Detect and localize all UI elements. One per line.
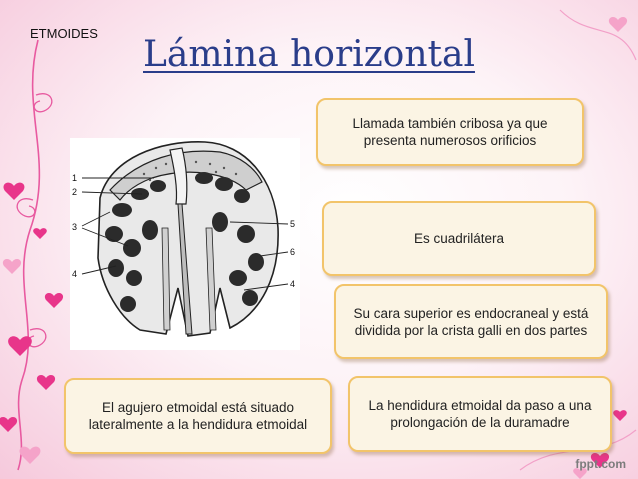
note-box-cribosa xyxy=(316,98,584,166)
callout-1: 1 xyxy=(72,173,78,183)
section-label: ETMOIDES xyxy=(30,26,98,41)
note-text: Es cuadrilátera xyxy=(413,231,505,246)
callout-4-right: 4 xyxy=(290,279,296,289)
ethmoid-illustration xyxy=(70,138,300,350)
heart-icon xyxy=(20,447,41,464)
note-text: La hendidura etmoidal da paso a una prolongación de la duramadre xyxy=(368,398,592,430)
flourish-curl xyxy=(17,199,35,217)
callout-6: 6 xyxy=(290,247,296,257)
heart-icon xyxy=(0,417,17,432)
heart-icon xyxy=(45,293,63,308)
note-box-hendidura xyxy=(348,376,612,452)
heart-icon xyxy=(609,17,627,32)
slide-title: Lámina horizontal xyxy=(143,34,475,75)
note-box-cara-superior xyxy=(334,284,608,359)
callout-4: 4 xyxy=(72,269,78,279)
flourish-vine xyxy=(18,40,39,470)
watermark: fppt.com xyxy=(575,457,626,471)
callout-2: 2 xyxy=(72,187,78,197)
note-text: Su cara superior es endocraneal y está dividida por la crista galli en dos partes xyxy=(353,305,589,338)
note-box-cuadrilatera xyxy=(322,201,596,276)
heart-icon xyxy=(33,228,47,239)
heart-icon xyxy=(4,183,25,200)
heart-icon xyxy=(613,410,627,421)
flourish-curl xyxy=(34,94,52,112)
heart-icon xyxy=(3,259,21,274)
note-box-agujero xyxy=(64,378,332,454)
note-text: Llamada también cribosa ya que presenta numerosos orificios xyxy=(352,116,548,148)
note-text: El agujero etmoidal está situado lateralmente a la hendidura etmoidal xyxy=(88,400,308,432)
callout-5: 5 xyxy=(290,219,296,229)
heart-icon xyxy=(37,375,55,390)
callout-3: 3 xyxy=(72,222,78,232)
